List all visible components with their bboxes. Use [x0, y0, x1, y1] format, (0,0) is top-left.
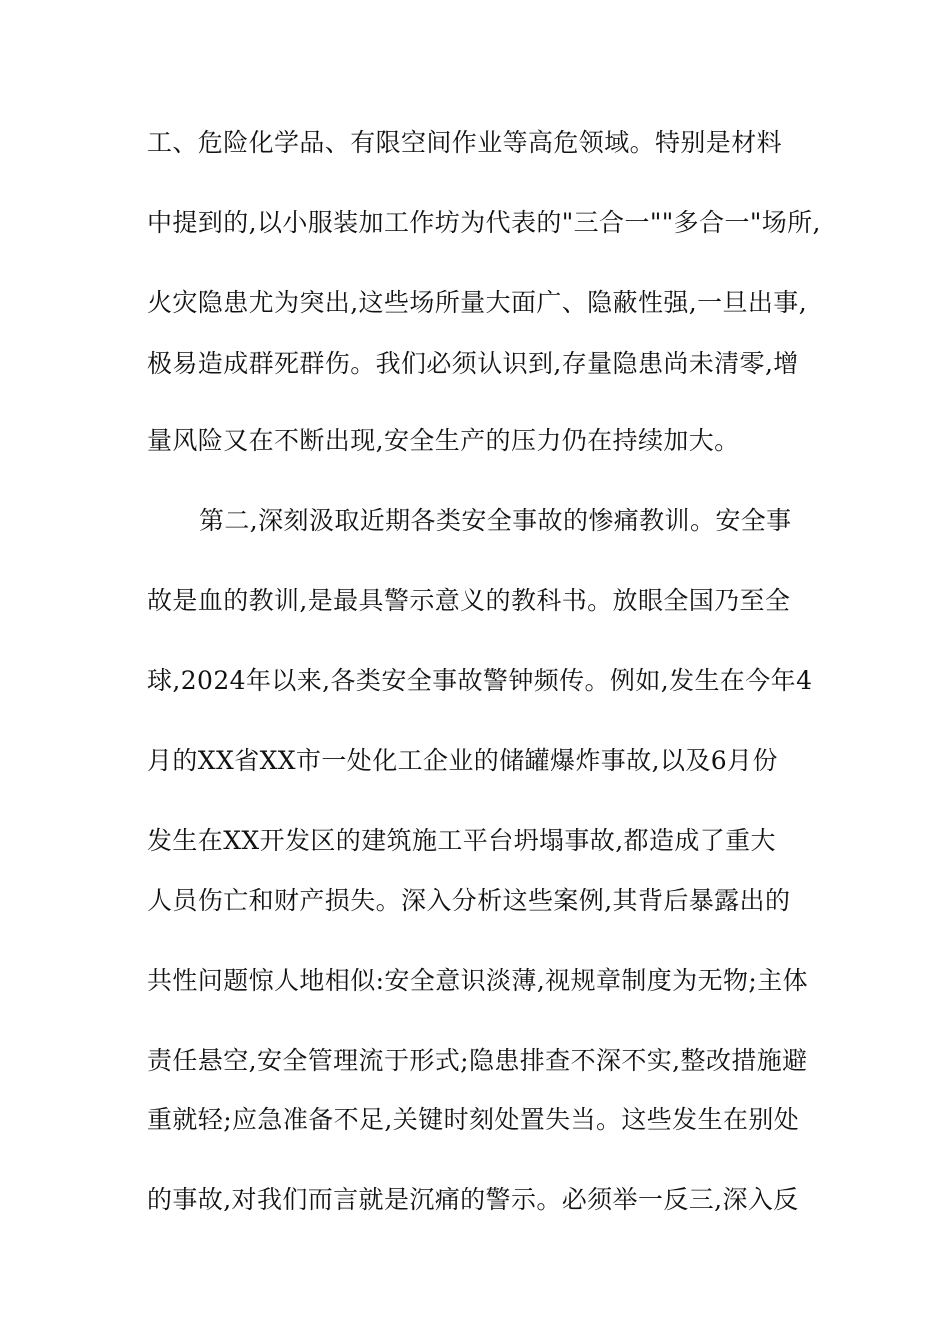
- text-line: 球,2024年以来,各类安全事故警钟频传。例如,发生在今年4: [147, 666, 813, 695]
- text-line: 故是血的教训,是最具警示意义的教科书。放眼全国乃至全: [147, 586, 791, 615]
- text-line: 共性问题惊人地相似:安全意识淡薄,视规章制度为无物;主体: [147, 966, 808, 995]
- text-line: 量风险又在不断出现,安全生产的压力仍在持续加大。: [147, 426, 740, 455]
- text-line: 发生在XX开发区的建筑施工平台坍塌事故,都造成了重大: [147, 826, 776, 855]
- text-line: 火灾隐患尤为突出,这些场所量大面广、隐蔽性强,一旦出事,: [147, 288, 808, 317]
- text-line: 责任悬空,安全管理流于形式;隐患排查不深不实,整改措施避: [147, 1046, 808, 1075]
- text-line: 中提到的,以小服装加工作坊为代表的"三合一""多合一"场所,: [147, 208, 821, 237]
- text-line: 月的XX省XX市一处化工企业的储罐爆炸事故,以及6月份: [147, 746, 778, 775]
- text-line: 极易造成群死群伤。我们必须认识到,存量隐患尚未清零,增: [147, 349, 799, 378]
- text-line: 重就轻;应急准备不足,关键时刻处置失当。这些发生在别处: [147, 1105, 800, 1134]
- text-line: 人员伤亡和财产损失。深入分析这些案例,其背后暴露出的: [147, 886, 791, 915]
- text-line: 工、危险化学品、有限空间作业等高危领域。特别是材料: [147, 128, 783, 157]
- text-line: 的事故,对我们而言就是沉痛的警示。必须举一反三,深入反: [147, 1185, 799, 1214]
- paragraph-start-line: 第二,深刻汲取近期各类安全事故的惨痛教训。安全事: [199, 506, 792, 535]
